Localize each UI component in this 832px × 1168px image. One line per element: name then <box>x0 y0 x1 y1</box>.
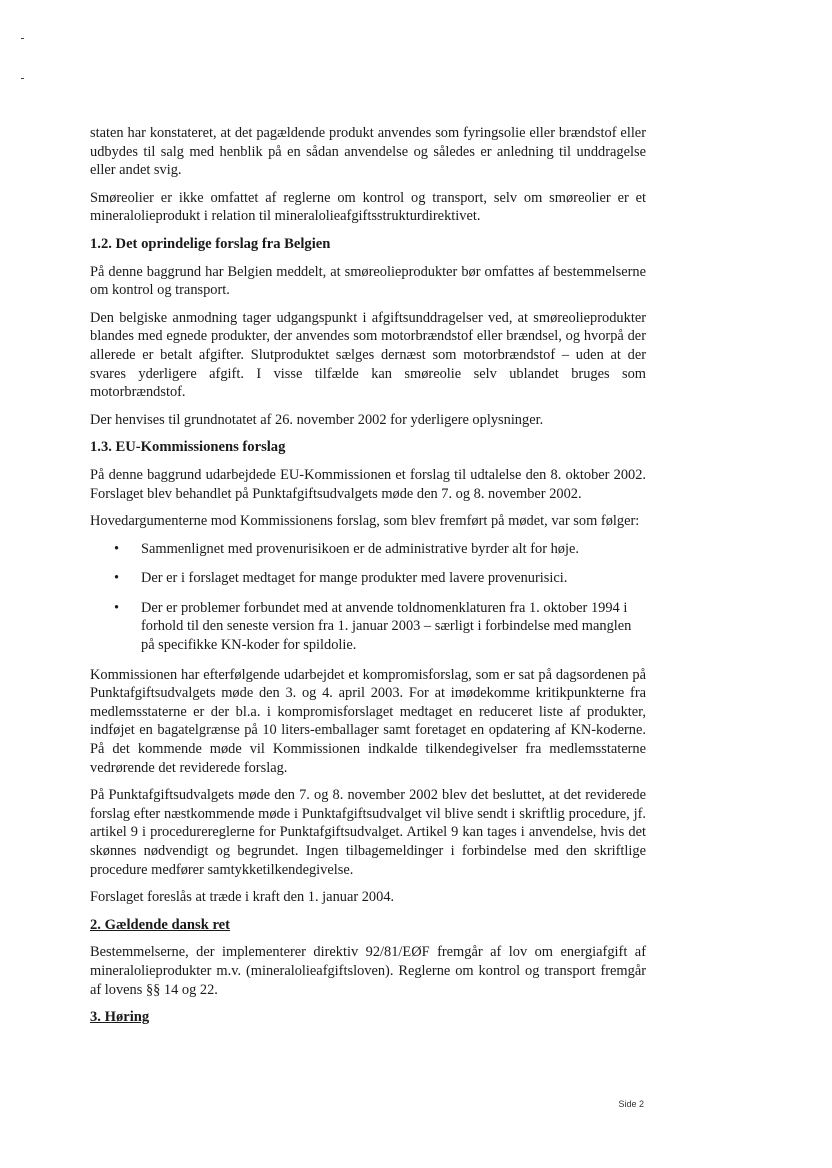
paragraph: Smøreolier er ikke omfattet af reglerne om kontrol og transport, selv om smøreolier er et mineralolieprodukt i relation til mineralolieafgiftsstrukturdirektivet. <box>90 189 646 225</box>
list-item-text: Sammenlignet med provenurisikoen er de administrative byrder alt for høje. <box>141 540 579 557</box>
bullet-list <box>90 540 646 655</box>
paragraph: På denne baggrund har Belgien meddelt, at smøreolieprodukter bør omfattes af bestemmelserne om kontrol og transport. <box>90 263 646 299</box>
list-item-text: Der er problemer forbundet med at anvende toldnomenklaturen fra 1. oktober 1994 i forhold til den seneste version fra 1. januar 2003 – særligt i forbindelse med manglen på specifikke KN-koder for spildolie. <box>141 599 632 654</box>
page-number: Side 2 <box>618 1099 644 1109</box>
scan-mark <box>21 38 24 39</box>
paragraph: Bestemmelserne, der implementerer direktiv 92/81/EØF fremgår af lov om energiafgift af mineralolieprodukter m.v. (mineralolieafgiftsloven). Reglerne om kontrol og transport fremgår af lovens §§ 14 og 22. <box>90 944 646 998</box>
list-item <box>90 599 646 655</box>
section-heading: 1.2. Det oprindelige forslag fra Belgien <box>90 235 331 252</box>
paragraph: På denne baggrund udarbejdede EU-Kommissionen et forslag til udtalelse den 8. oktober 2002. Forslaget blev behandlet på Punktafgiftsudvalgets møde den 7. og 8. november 2002. <box>90 466 646 502</box>
list-item <box>90 569 646 588</box>
scan-mark <box>21 78 24 79</box>
list-item <box>90 540 646 559</box>
bullet-icon: • <box>114 599 120 616</box>
document-page <box>90 124 646 1036</box>
bullet-icon: • <box>114 570 120 587</box>
paragraph: Der henvises til grundnotatet af 26. november 2002 for yderligere oplysninger. <box>90 411 544 428</box>
list-item-text: Der er i forslaget medtaget for mange produkter med lavere provenurisici. <box>141 570 568 587</box>
paragraph: Hovedargumenterne mod Kommissionens forslag, som blev fremført på mødet, var som følger: <box>90 513 640 530</box>
section-heading: 2. Gældende dansk ret <box>90 916 231 933</box>
bullet-icon: • <box>114 540 120 557</box>
section-heading: 1.3. EU-Kommissionens forslag <box>90 439 286 456</box>
paragraph: Den belgiske anmodning tager udgangspunkt i afgiftsunddragelser ved, at smøreolieprodukter blandes med egnede produkter, der anvendes som motorbrændstof eller brændsel, og hvorpå der allerede er betalt afgifter. Slutproduktet sælges dernæst som motorbrændstof – uden at der svares yderligere afgift. I visse tilfælde kan smøreolie selv ublandet bruges som motorbrændstof. <box>90 309 646 401</box>
paragraph: Forslaget foreslås at træde i kraft den 1. januar 2004. <box>90 889 395 906</box>
paragraph: staten har konstateret, at det pagældende produkt anvendes som fyringsolie eller brændstof eller udbydes til salg med henblik på en sådan anvendelse og således er anledning til unddragelse eller andet svig. <box>90 125 646 179</box>
paragraph: På Punktafgiftsudvalgets møde den 7. og 8. november 2002 blev det besluttet, at det reviderede forslag efter næstkommende møde i Punktafgiftsudvalget vil blive sendt i skriftlig procedure, jf. artikel 9 i procedurereglerne for Punktafgiftsudvalget. Artikel 9 kan tages i anvendelse, hvis det skønnes nødvendigt og begrundet. Ingen tilbagemeldinger i forbindelse med den skriftlige procedure medfører samtykketilkendegivelse. <box>90 787 646 878</box>
section-heading: 3. Høring <box>90 1009 150 1026</box>
paragraph: Kommissionen har efterfølgende udarbejdet et kompromisforslag, som er sat på dagsordenen på Punktafgiftsudvalgets møde den 3. og 4. april 2003. For at imødekomme kritikpunkterne fra medlemsstaterne er der bl.a. i kompromisforslaget medtaget en reduceret liste af produkter, indføjet en bagatelgrænse på 10 liters-emballager samt foretaget en opdatering af KN-koderne. På det kommende møde vil Kommissionen indkalde tilkendegivelser fra medlemsstaterne vedrørende det reviderede forslag. <box>90 666 646 776</box>
